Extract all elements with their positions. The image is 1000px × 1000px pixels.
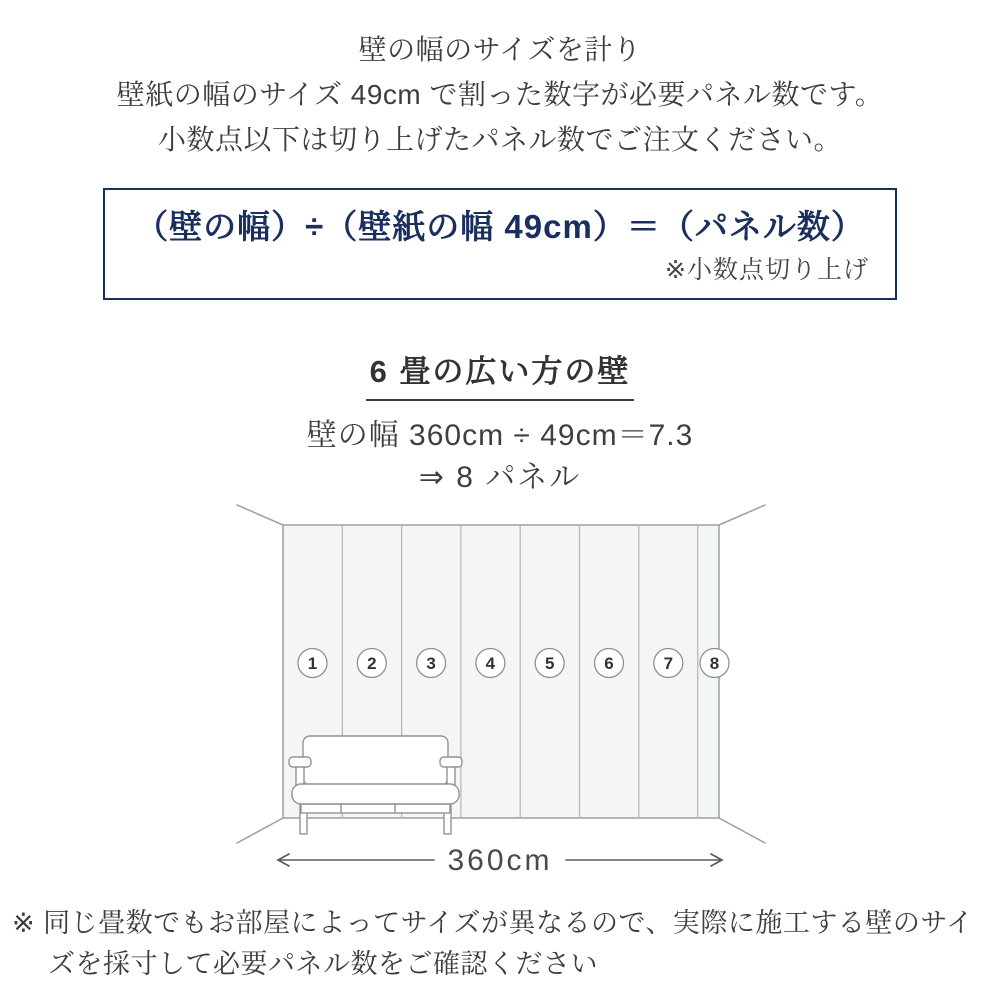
panel-number: 1 xyxy=(307,654,318,673)
intro-line-1: 壁の幅のサイズを計り xyxy=(358,34,642,65)
sofa-rail xyxy=(301,804,450,813)
sofa-right-armrest xyxy=(440,757,462,767)
panel-number: 8 xyxy=(709,654,720,673)
panel-number: 3 xyxy=(426,654,436,673)
formula-note: ※小数点切り上げ xyxy=(665,256,869,284)
intro-line-2: 壁紙の幅のサイズ 49cm で割った数字が必要パネル数です。 xyxy=(116,79,884,110)
sofa-seat xyxy=(292,784,459,804)
sofa-right-arm-support xyxy=(447,766,455,785)
panel-number: 5 xyxy=(544,654,555,673)
sofa-backrest xyxy=(303,736,448,785)
sofa-left-arm-support xyxy=(296,766,304,785)
sofa-illustration xyxy=(289,736,462,834)
dimension-label: 360cm xyxy=(447,844,553,877)
intro-text xyxy=(0,0,1000,162)
panel-number: 6 xyxy=(604,654,614,673)
intro-line-3: 小数点以下は切り上げたパネル数でご注文ください。 xyxy=(157,124,842,155)
panel-number: 7 xyxy=(663,654,674,673)
example-title-wrap xyxy=(0,346,1000,401)
wall-diagram xyxy=(0,491,1000,891)
sofa-left-armrest xyxy=(289,757,311,767)
panel-number: 4 xyxy=(485,654,496,673)
panel-number: 2 xyxy=(367,654,377,673)
footnote: ※ 同じ畳数でもお部屋によってサイズが異なるので、実際に施工する壁のサイズを採寸して必要パネル数をご確認ください xyxy=(12,908,974,979)
example-result: ⇒ 8 パネル xyxy=(418,461,582,494)
example-title: 6 畳の広い方の壁 xyxy=(366,346,635,401)
example-calc: 壁の幅 360cm ÷ 49cm＝7.3 xyxy=(306,419,694,452)
formula-text: （壁の幅）÷（壁紙の幅 49cm）＝（パネル数） xyxy=(135,208,865,245)
formula-box xyxy=(103,188,897,300)
